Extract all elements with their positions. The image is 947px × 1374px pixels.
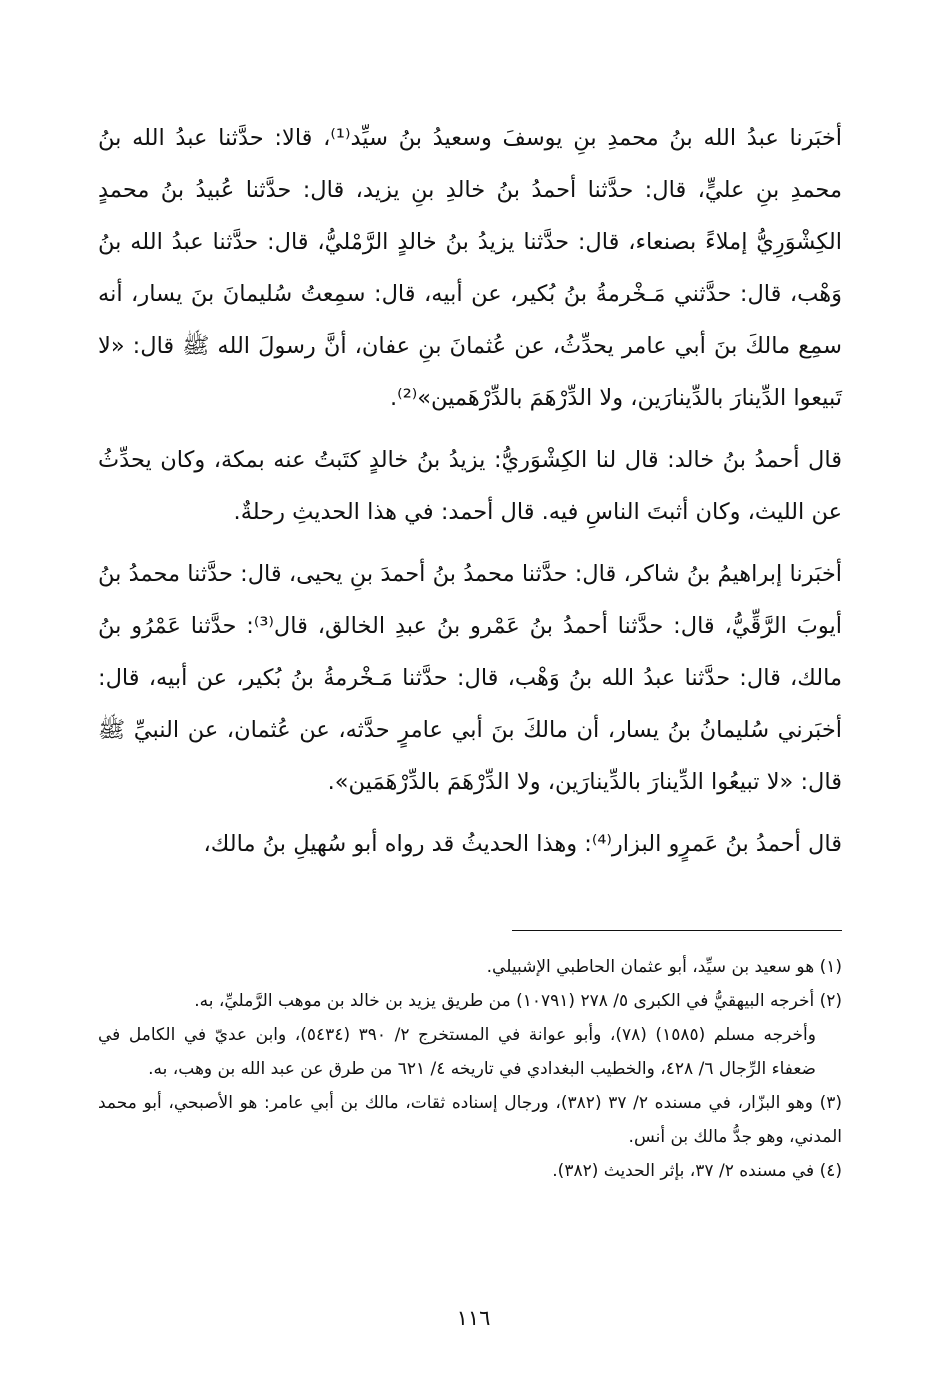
footnotes [98,950,842,1188]
page-number: ١١٦ [456,1306,491,1330]
footnote-1: (١) هو سعيد بن سيِّد، أبو عثمان الحاطبي الإشبيلي. [486,957,842,977]
footnote-2: (٢) أخرجه البيهقيُّ في الكبرى ٥/ ٢٧٨ (١٠٧٩١) من طريق يزيد بن خالد بن موهب الرَّمليِّ، به. [194,991,842,1011]
footnote-4: (٤) في مسنده ٢/ ٣٧، بإثر الحديث (٣٨٢). [552,1161,842,1181]
footnote-2-continuation: وأخرجه مسلم (١٥٨٥) (٧٨)، وأبو عوانة في المستخرج ٢/ ٣٩٠ (٥٤٣٤)، وابن عديّ في الكامل في ضعفاء الرِّجال ٦/ ٤٢٨، والخطيب البغدادي في تاريخه ٤/ ٦٢١ من طرق عن عبد الله بن وهب، به. [98,1025,816,1079]
footnote-3: (٣) وهو البزّار، في مسنده ٢/ ٣٧ (٣٨٢)، ورجال إسناده ثقات، مالك بن أبي عامر: هو الأصبحي، أبو محمد المدني، وهو جدُّ مالك بن أنس. [98,1093,842,1147]
paragraph-hadith-2: أخبَرنا إبراهيمُ بنُ شاكر، قال: حدَّثنا محمدُ بنُ أحمدَ بنِ يحيى، قال: حدَّثنا محمدُ بنُ أيوبَ الرَّقِّيُّ، قال: حدَّثنا أحمدُ بنُ عَمْرو بنُ عبدِ الخالق، قال⁽³⁾: حدَّثنا عَمْرُو بنُ مالك، قال: حدَّثنا عبدُ الله بنُ وَهْب، قال: حدَّثنا مَـخْرمةُ بنُ بُكير، عن أبيه، قال: أخبَرني سُليمانُ بنُ يسار، أن مالكَ بنَ أبي عامرٍ حدَّثه، عن عُثمان، عن النبيِّ ﷺ قال: «لا تبيعُوا الدِّينارَ بالدِّينارَين، ولا الدِّرْهَمَ بالدِّرْهَمَين». [98,561,842,795]
paragraph-bazzar: قال أحمدُ بنُ عَمرٍو البزار⁽⁴⁾: وهذا الحديثُ قد رواه أبو سُهيلِ بنُ مالك، [203,831,842,857]
main-text [98,112,842,870]
footnote-separator [512,930,842,931]
paragraph-hadith-1: أخبَرنا عبدُ الله بنُ محمدِ بنِ يوسفَ وسعيدُ بنُ سيِّد⁽¹⁾، قالا: حدَّثنا عبدُ الله بنُ محمدِ بنِ عليٍّ، قال: حدَّثنا أحمدُ بنُ خالدِ بنِ يزيد، قال: حدَّثنا عُبيدُ بنُ محمدٍ الكِشْوَرِيُّ إملاءً بصنعاء، قال: حدَّثنا يزيدُ بنُ خالدٍ الرَّمْليُّ، قال: حدَّثنا عبدُ الله بنُ وَهْب، قال: حدَّثني مَـخْرمةُ بنُ بُكير، عن أبيه، قال: سمِعتُ سُليمانَ بنَ يسار، أنه سمِع مالكَ بنَ أبي عامر يحدِّثُ، عن عُثمانَ بنِ عفان، أنَّ رسولَ الله ﷺ قال: «لا تَبيعوا الدِّينارَ بالدِّينارَين، ولا الدِّرْهَمَ بالدِّرْهَمين»⁽²⁾. [98,125,842,411]
paragraph-comment-ahmad: قال أحمدُ بنُ خالد: قال لنا الكِشْوَريُّ: يزيدُ بنُ خالدٍ كتَبتُ عنه بمكة، وكان يحدِّثُ عن الليث، وكان أثبتَ الناسِ فيه. قال أحمد: في هذا الحديثِ رحلةٌ. [98,447,842,525]
